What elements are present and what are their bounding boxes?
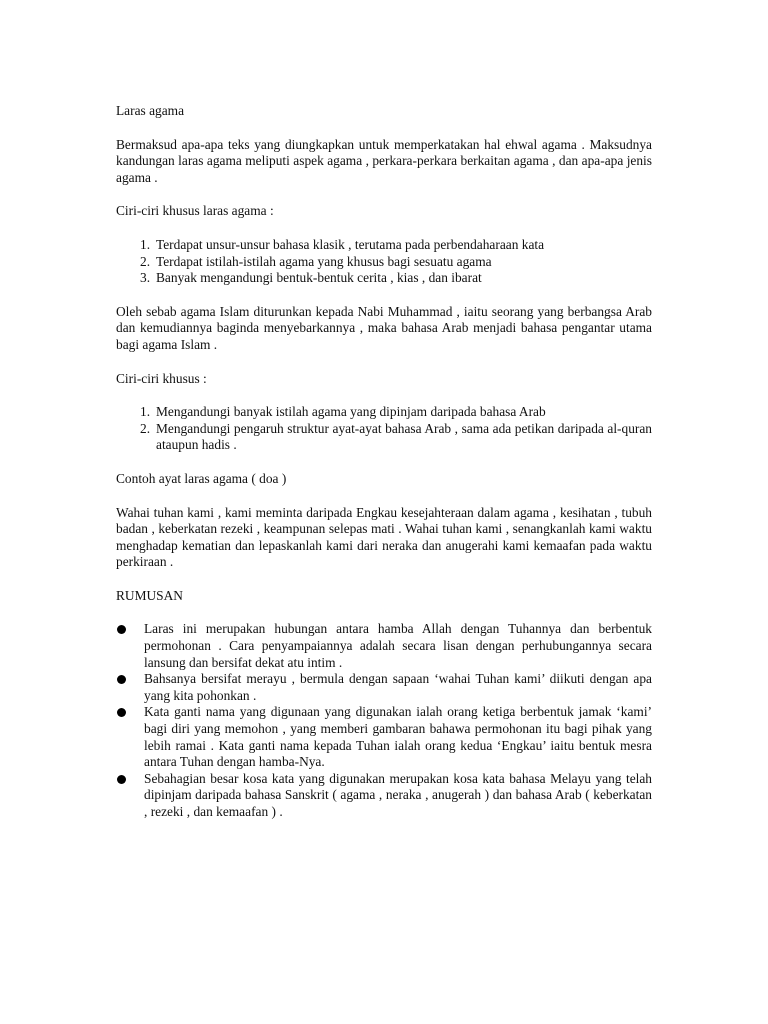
list-item: Bahsanya bersifat merayu , bermula dengan sapaan ‘wahai Tuhan kami’ diikuti dengan apa yang kita pohonkan .	[116, 671, 652, 704]
list-item: 3. Banyak mengandungi bentuk-bentuk cerita , kias , dan ibarat	[140, 270, 482, 286]
example-title: Contoh ayat laras agama ( doa )	[116, 470, 287, 486]
features-list	[116, 237, 652, 287]
list-item: 2. Terdapat istilah-istilah agama yang khusus bagi sesuatu agama	[140, 253, 492, 269]
special-title: Ciri-ciri khusus :	[116, 370, 207, 386]
bullet-icon	[117, 775, 126, 784]
features-title: Ciri-ciri khusus laras agama :	[116, 203, 274, 219]
summary-list	[116, 621, 652, 820]
list-item: Laras ini merupakan hubungan antara hamba Allah dengan Tuhannya dan berbentuk permohonan . Cara penyampaiannya adalah secara lisan dengan perhubungannya secara lansung dan bersifat dekat atu intim .	[116, 621, 652, 671]
document-body	[116, 103, 652, 821]
document-heading: Laras agama	[116, 103, 185, 118]
example-paragraph: Wahai tuhan kami , kami meminta daripada Engkau kesejahteraan dalam agama , kesihatan , tubuh badan , keberkatan rezeki , keampunan selepas mati . Wahai tuhan kami , senangkanlah kami waktu menghadap kematian dan lepaskanlah kami dari neraka dan anugerahi kami kemaafan pada waktu perkiraan .	[116, 504, 652, 570]
list-item: 2. Mengandungi pengaruh struktur ayat-ayat bahasa Arab , sama ada petikan daripada al-quran ataupun hadis .	[140, 420, 652, 453]
bullet-icon	[117, 675, 126, 684]
list-item: 1. Terdapat unsur-unsur bahasa klasik , terutama pada perbendaharaan kata	[140, 236, 545, 252]
islam-paragraph: Oleh sebab agama Islam diturunkan kepada Nabi Muhammad , iaitu seorang yang berbangsa Arab dan kemudiannya baginda menyebarkannya , maka bahasa Arab menjadi bahasa pengantar utama bagi agama Islam .	[116, 303, 652, 352]
list-item: Kata ganti nama yang digunaan yang digunakan ialah orang ketiga berbentuk jamak ‘kami’ bagi diri yang memohon , yang memberi gambaran bahawa permohonan itu bagi pihak yang lebih ramai . Kata ganti nama kepada Tuhan ialah orang kedua ‘Engkau’ iaitu bentuk mesra antara Tuhan dengan hamba-Nya.	[116, 704, 652, 770]
list-item: 1. Mengandungi banyak istilah agama yang dipinjam daripada bahasa Arab	[140, 404, 546, 420]
bullet-icon	[117, 625, 126, 634]
intro-paragraph: Bermaksud apa-apa teks yang diungkapkan untuk memperkatakan hal ehwal agama . Maksudnya kandungan laras agama meliputi aspek agama , perkara-perkara berkaitan agama , dan apa-apa jenis agama .	[116, 136, 652, 185]
special-list	[116, 404, 652, 454]
summary-title: RUMUSAN	[116, 587, 183, 603]
list-item: Sebahagian besar kosa kata yang digunakan merupakan kosa kata bahasa Melayu yang telah dipinjam daripada bahasa Sanskrit ( agama , neraka , anugerah ) dan bahasa Arab ( keberkatan , rezeki , dan kemaafan ) .	[116, 771, 652, 821]
bullet-icon	[117, 708, 126, 717]
